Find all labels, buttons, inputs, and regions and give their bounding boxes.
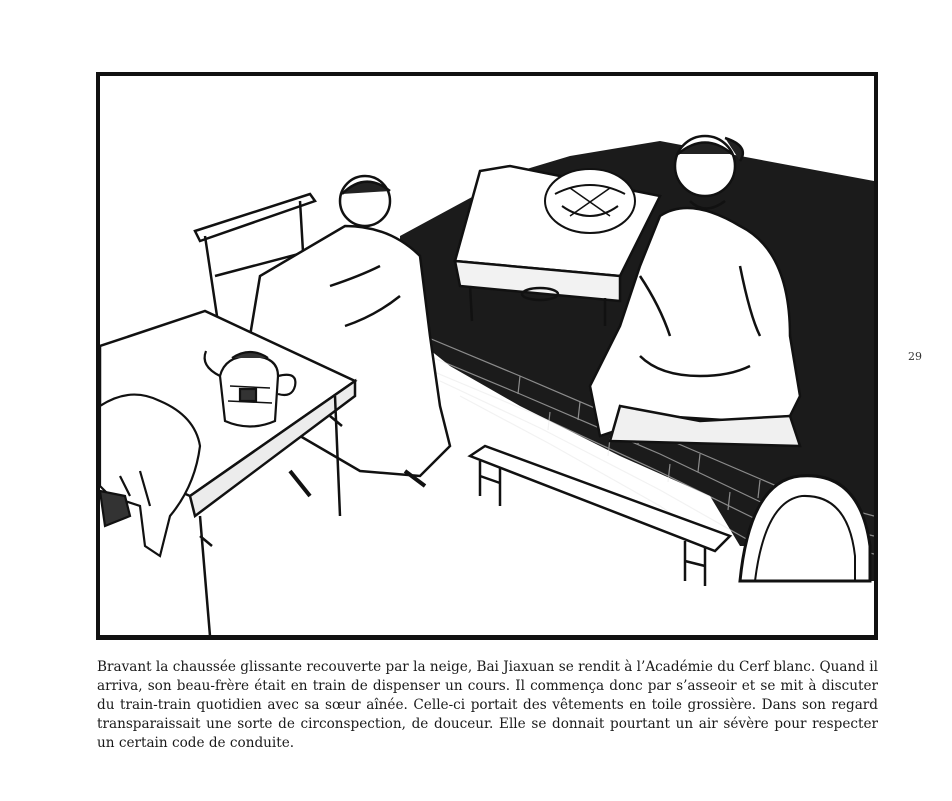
ink-drawing-illustration	[100, 76, 874, 636]
draped-cloth	[100, 395, 200, 556]
page-number: 29	[908, 350, 922, 363]
basket	[545, 169, 635, 233]
caption-paragraph: Bravant la chaussée glissante recouverte par la neige, Bai Jiaxuan se rendit à l’Académie du Cerf blanc. Quand il arriva, son beau-frère était en train de dispenser un cours. Il commença donc par s’asseoir et se mit à discuter du train-train quotidien avec sa sœur aînée. Celle-ci portait des vêtements en toile grossière. Dans son regard transparaissait une sorte de circonspection, de douceur. Elle se donnait pourtant un air sévère pour respecter un certain code de conduite.	[97, 659, 878, 751]
illustration-frame	[96, 72, 878, 640]
